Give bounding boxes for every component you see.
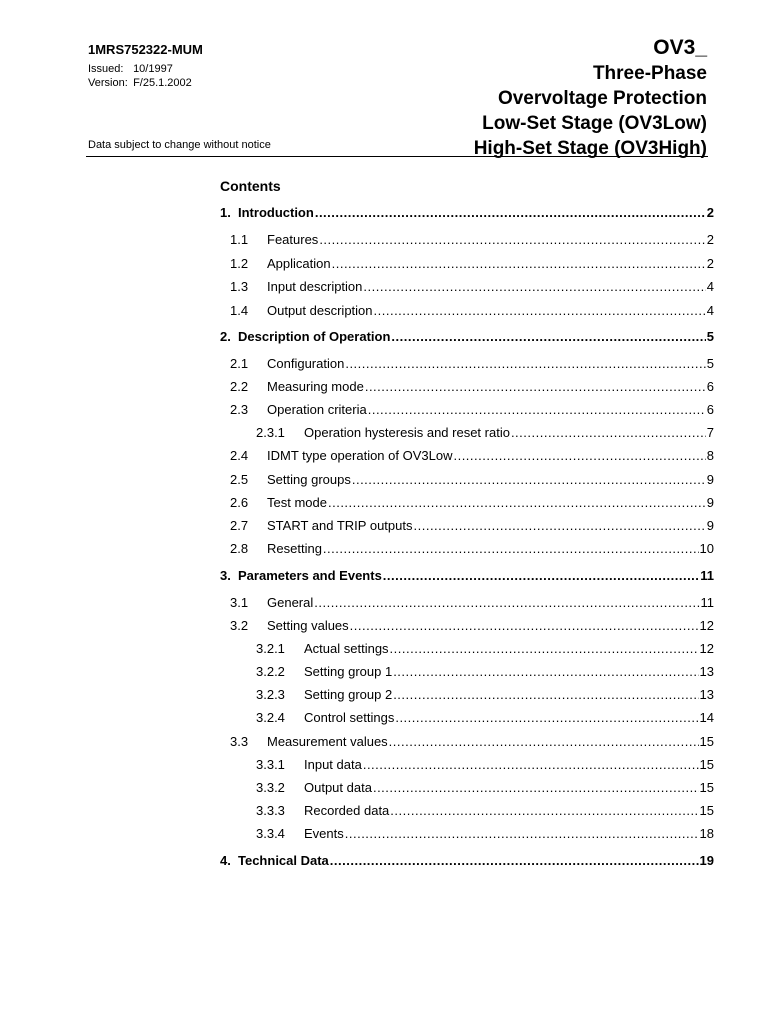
toc-entry-number: 3.3.3	[256, 803, 285, 818]
toc-entry-page: 7	[706, 425, 714, 440]
toc-entry-title: Events	[304, 826, 344, 841]
toc-leader-dots	[345, 826, 699, 841]
toc-entry[interactable]	[220, 356, 714, 374]
document-title	[474, 34, 707, 161]
toc-entry-page: 2	[706, 232, 714, 247]
toc-entry-number: 3.3.4	[256, 826, 285, 841]
toc-entry-title: Operation hysteresis and reset ratio	[304, 425, 510, 440]
toc-leader-dots	[389, 734, 699, 749]
toc-entry-title: Setting group 1	[304, 664, 393, 679]
toc-entry-page: 11	[700, 568, 714, 583]
title-line-high-set: High-Set Stage (OV3High)	[473, 138, 707, 159]
toc-entry-number: 2.2	[230, 379, 249, 394]
toc-entry-number: 3.	[220, 568, 231, 583]
toc-entry-title: Input data	[304, 757, 362, 772]
toc-entry[interactable]	[220, 618, 714, 636]
toc-entry-number: 2.	[220, 329, 231, 344]
toc-entry-number: 2.6	[230, 495, 249, 510]
toc-leader-dots	[315, 205, 706, 220]
toc-entry-title: Configuration	[267, 356, 345, 371]
toc-entry-title: Features	[267, 232, 319, 247]
toc-entry-title: Setting group 2	[304, 687, 393, 702]
toc-entry-page: 5	[706, 329, 714, 344]
title-line-low-set: Low-Set Stage (OV3Low)	[482, 113, 707, 134]
title-line-code: OV3_	[653, 36, 707, 59]
toc-entry-title: Description of Operation	[238, 329, 391, 344]
toc-entry-page: 15	[699, 734, 714, 749]
toc-entry[interactable]	[220, 803, 714, 821]
toc-leader-dots	[391, 329, 705, 344]
toc-leader-dots	[345, 356, 705, 371]
toc-leader-dots	[352, 472, 706, 487]
toc-entry-title: Application	[267, 256, 331, 271]
issued-label: Issued:	[88, 63, 124, 75]
title-line-phase: Three-Phase	[592, 63, 707, 84]
toc-entry-number: 1.1	[230, 232, 249, 247]
version-label: Version:	[88, 77, 128, 89]
toc-entry-number: 1.4	[230, 303, 249, 318]
toc-entry[interactable]	[220, 641, 714, 659]
toc-entry[interactable]	[220, 448, 714, 466]
toc-entry-page: 4	[706, 303, 714, 318]
toc-entry-number: 3.2.3	[256, 687, 285, 702]
toc-leader-dots	[414, 518, 706, 533]
toc-entry-number: 3.2.1	[256, 641, 285, 656]
toc-entry[interactable]	[220, 853, 714, 871]
toc-leader-dots	[350, 618, 699, 633]
toc-entry[interactable]	[220, 734, 714, 752]
toc-leader-dots	[368, 402, 706, 417]
toc-entry-number: 3.3.1	[256, 757, 285, 772]
toc-entry-title: START and TRIP outputs	[267, 518, 413, 533]
toc-entry-number: 2.4	[230, 448, 249, 463]
toc-entry[interactable]	[220, 710, 714, 728]
title-line-protection: Overvoltage Protection	[497, 88, 707, 109]
toc-leader-dots	[390, 803, 698, 818]
toc-leader-dots	[363, 279, 705, 294]
toc-entry-page: 9	[706, 518, 714, 533]
document-meta	[88, 62, 192, 90]
toc-entry-title: Resetting	[267, 541, 322, 556]
toc-entry-number: 3.2.2	[256, 664, 285, 679]
toc-leader-dots	[395, 710, 698, 725]
toc-entry-title: Test mode	[267, 495, 327, 510]
toc-entry-title: Output data	[304, 780, 372, 795]
toc-entry-number: 1.2	[230, 256, 249, 271]
toc-entry-page: 12	[699, 618, 714, 633]
toc-entry[interactable]	[220, 256, 714, 274]
toc-entry-number: 1.	[220, 205, 231, 220]
toc-entry[interactable]	[220, 518, 714, 536]
toc-leader-dots	[453, 448, 705, 463]
toc-entry-number: 2.3.1	[256, 425, 285, 440]
toc-entry-number: 2.7	[230, 518, 249, 533]
toc-leader-dots	[373, 780, 699, 795]
toc-leader-dots	[511, 425, 706, 440]
toc-entry[interactable]	[220, 541, 714, 559]
toc-entry-number: 3.3	[230, 734, 249, 749]
toc-entry[interactable]	[220, 379, 714, 397]
toc-entry-page: 13	[699, 687, 714, 702]
toc-entry-title: Measuring mode	[267, 379, 364, 394]
toc-entry-page: 12	[699, 641, 714, 656]
toc-leader-dots	[330, 853, 699, 868]
toc-leader-dots	[383, 568, 699, 583]
toc-entry-title: Actual settings	[304, 641, 389, 656]
toc-entry-page: 15	[699, 757, 714, 772]
toc-entry[interactable]	[220, 757, 714, 775]
toc-entry-title: Recorded data	[304, 803, 390, 818]
toc-entry[interactable]	[220, 329, 714, 347]
change-notice: Data subject to change without notice	[88, 139, 271, 151]
toc-entry-number: 3.3.2	[256, 780, 285, 795]
toc-entry-title: IDMT type operation of OV3Low	[267, 448, 453, 463]
toc-leader-dots	[328, 495, 706, 510]
header-divider	[86, 156, 708, 157]
toc-entry[interactable]	[220, 425, 714, 443]
toc-leader-dots	[393, 664, 698, 679]
toc-leader-dots	[393, 687, 698, 702]
toc-entry-page: 5	[706, 356, 714, 371]
toc-leader-dots	[314, 595, 699, 610]
toc-entry[interactable]	[220, 780, 714, 798]
issued-line	[88, 62, 192, 76]
toc-entry-page: 11	[700, 595, 714, 610]
toc-entry-title: Parameters and Events	[238, 568, 382, 583]
toc-leader-dots	[363, 757, 699, 772]
toc-leader-dots	[319, 232, 705, 247]
toc-entry-number: 4.	[220, 853, 231, 868]
toc-entry-number: 2.1	[230, 356, 249, 371]
version-value: F/25.1.2002	[133, 77, 192, 89]
toc-entry-page: 4	[706, 279, 714, 294]
toc-entry-page: 14	[699, 710, 714, 725]
version-line	[88, 76, 192, 90]
toc-entry-page: 19	[699, 853, 714, 868]
toc-entry-number: 3.1	[230, 595, 249, 610]
toc-entry-number: 3.2.4	[256, 710, 285, 725]
toc-entry-title: General	[267, 595, 314, 610]
toc-entry-title: Introduction	[238, 205, 314, 220]
toc-entry-number: 2.3	[230, 402, 249, 417]
toc-entry-page: 8	[706, 448, 714, 463]
toc-entry[interactable]	[220, 205, 714, 223]
toc-leader-dots	[323, 541, 699, 556]
toc-entry-page: 15	[699, 780, 714, 795]
toc-entry[interactable]	[220, 826, 714, 844]
toc-entry-title: Input description	[267, 279, 363, 294]
toc-entry-page: 18	[699, 826, 714, 841]
toc-entry[interactable]	[220, 568, 714, 586]
toc-entry[interactable]	[220, 495, 714, 513]
toc-entry-title: Operation criteria	[267, 402, 367, 417]
toc-entry-page: 10	[699, 541, 714, 556]
document-id: 1MRS752322-MUM	[88, 42, 203, 57]
toc-entry[interactable]	[220, 687, 714, 705]
toc-entry-number: 2.5	[230, 472, 249, 487]
toc-entry[interactable]	[220, 664, 714, 682]
toc-entry-title: Measurement values	[267, 734, 388, 749]
toc-entry-page: 15	[699, 803, 714, 818]
toc-entry-page: 9	[706, 472, 714, 487]
toc-entry-title: Output description	[267, 303, 373, 318]
toc-entry-number: 3.2	[230, 618, 249, 633]
toc-leader-dots	[390, 641, 699, 656]
toc-entry[interactable]	[220, 595, 714, 613]
toc-entry-page: 9	[706, 495, 714, 510]
toc-leader-dots	[332, 256, 706, 271]
toc-entry[interactable]	[220, 279, 714, 297]
toc-leader-dots	[365, 379, 706, 394]
toc-entry-title: Control settings	[304, 710, 395, 725]
toc-entry-page: 13	[699, 664, 714, 679]
toc-entry-page: 2	[706, 256, 714, 271]
toc-entry-page: 6	[706, 402, 714, 417]
toc-entry[interactable]	[220, 303, 714, 321]
toc-entry-title: Setting groups	[267, 472, 351, 487]
toc-entry-title: Setting values	[267, 618, 349, 633]
toc-leader-dots	[374, 303, 706, 318]
toc-entry-number: 2.8	[230, 541, 249, 556]
issued-value: 10/1997	[133, 63, 173, 75]
toc-entry-number: 1.3	[230, 279, 249, 294]
toc-entry[interactable]	[220, 402, 714, 420]
toc-entry-page: 2	[706, 205, 714, 220]
toc-entry-page: 6	[706, 379, 714, 394]
toc-entry[interactable]	[220, 472, 714, 490]
contents-heading: Contents	[220, 178, 281, 194]
toc-entry-title: Technical Data	[238, 853, 329, 868]
toc-entry[interactable]	[220, 232, 714, 250]
